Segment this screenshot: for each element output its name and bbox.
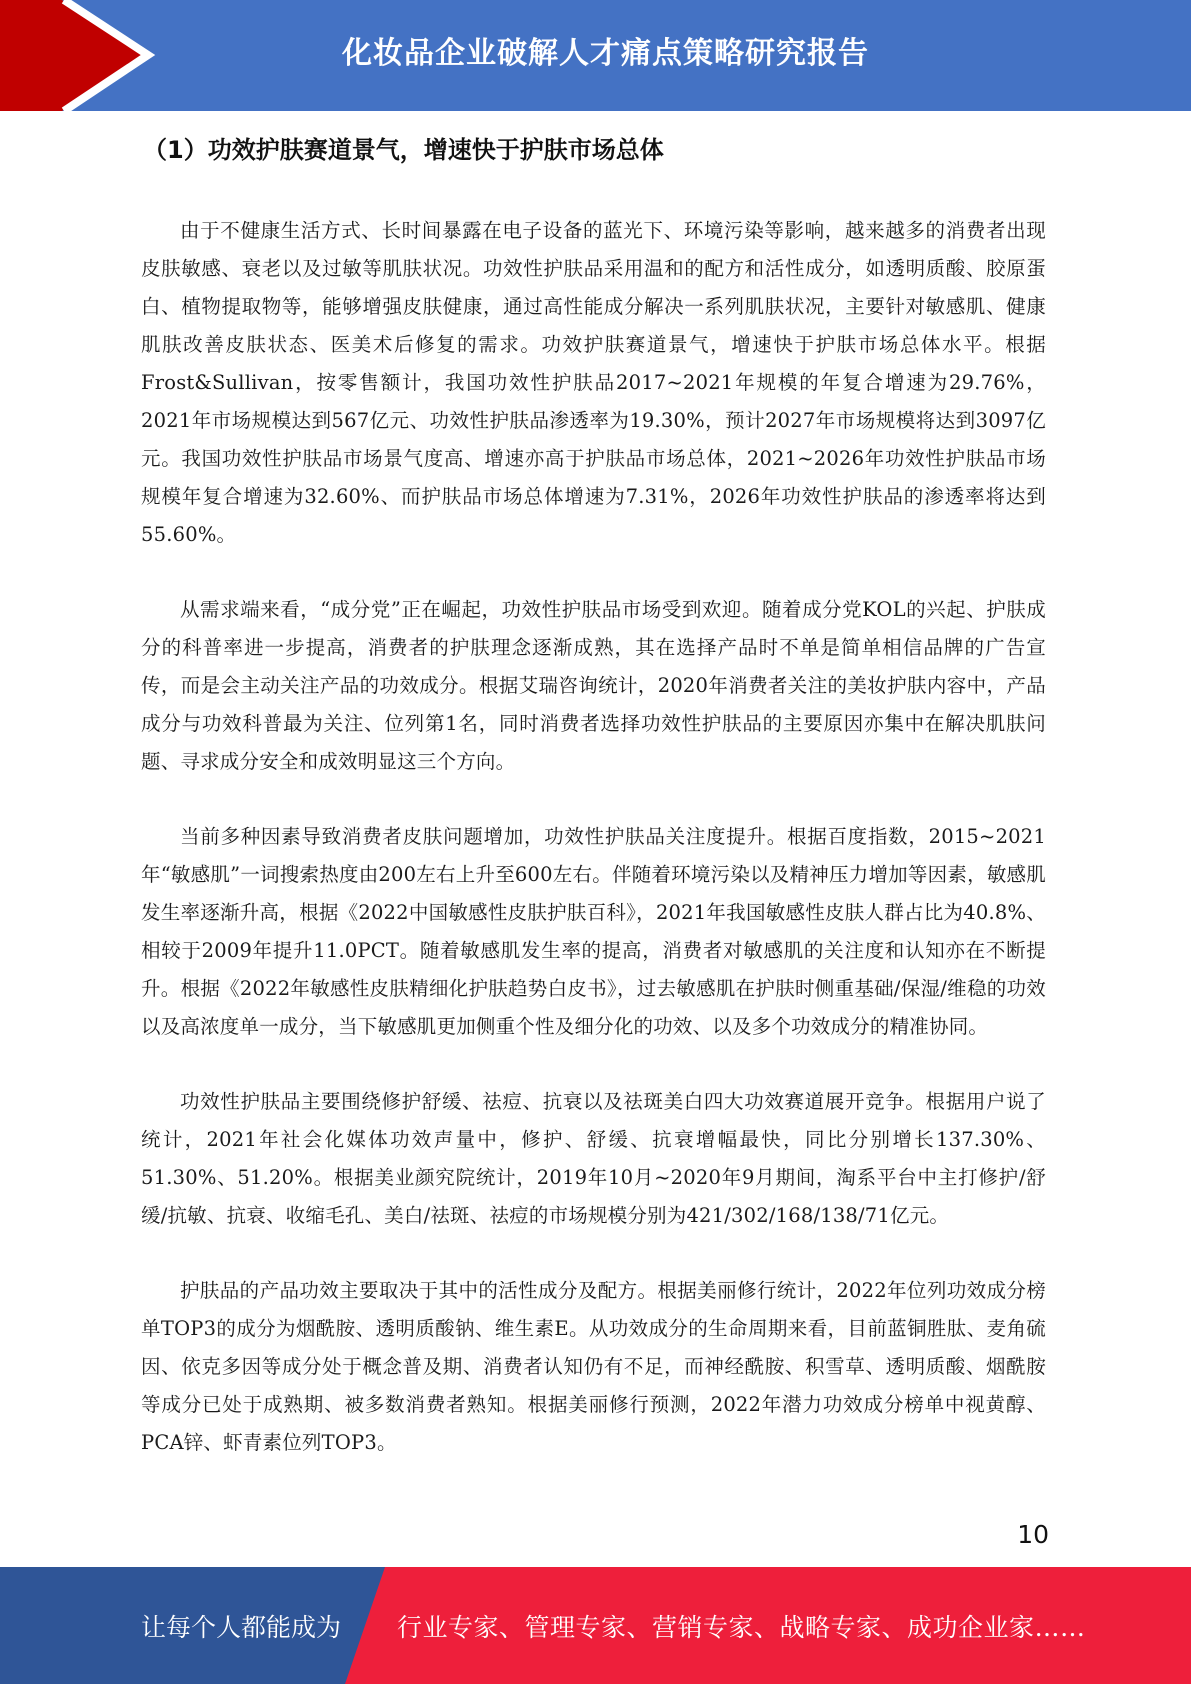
paragraph: 护肤品的产品功效主要取决于其中的活性成分及配方。根据美丽修行统计，2022年位列功效成分榜单TOP3的成分为烟酰胺、透明质酸钠、维生素E。从功效成分的生命周期来看，目前蓝铜胜肽、麦角硫因、依克多因等成分处于概念普及期、消费者认知仍有不足，而神经酰胺、积雪草、透明质酸、烟酰胺等成分已处于成熟期、被多数消费者熟知。根据美丽修行预测，2022年潜力功效成分榜单中视黄醇、PCA锌、虾青素位列TOP3。 — [141, 1279, 1046, 1454]
page-footer — [0, 1567, 1191, 1684]
footer-slogan-left: 让每个人都能成为 — [141, 1612, 342, 1642]
paragraph: 当前多种因素导致消费者皮肤问题增加，功效性护肤品关注度提升。根据百度指数，2015~2021年“敏感肌”一词搜索热度由200左右上升至600左右。伴随着环境污染以及精神压力增加等因素，敏感肌发生率逐渐升高，根据《2022中国敏感性皮肤护肤百科》，2021年我国敏感性皮肤人群占比为40.8%、相较于2009年提升11.0PCT。随着敏感肌发生率的提高，消费者对敏感肌的关注度和认知亦在不断提升。根据《2022年敏感性皮肤精细化护肤趋势白皮书》，过去敏感肌在护肤时侧重基础/保湿/维稳的功效以及高浓度单一成分，当下敏感肌更加侧重个性及细分化的功效、以及多个功效成分的精准协同。 — [141, 825, 1046, 1038]
footer-slogan-right: 行业专家、管理专家、营销专家、战略专家、成功企业家…… — [397, 1612, 1086, 1642]
page-header — [0, 0, 1191, 111]
section-heading: （1）功效护肤赛道景气，增速快于护肤市场总体 — [143, 136, 664, 164]
document-title: 化妆品企业破解人才痛点策略研究报告 — [342, 36, 869, 71]
body-content — [141, 212, 1046, 1499]
paragraph: 从需求端来看，“成分党”正在崛起，功效性护肤品市场受到欢迎。随着成分党KOL的兴起、护肤成分的科普率进一步提高，消费者的护肤理念逐渐成熟，其在选择产品时不单是简单相信品牌的广告宣传，而是会主动关注产品的功效成分。根据艾瑞咨询统计，2020年消费者关注的美妆护肤内容中，产品成分与功效科普最为关注、位列第1名，同时消费者选择功效性护肤品的主要原因亦集中在解决肌肤问题、寻求成分安全和成效明显这三个方向。 — [141, 598, 1046, 773]
page-number: 10 — [1017, 1520, 1049, 1549]
paragraph: 功效性护肤品主要围绕修护舒缓、祛痘、抗衰以及祛斑美白四大功效赛道展开竞争。根据用户说了统计，2021年社会化媒体功效声量中，修护、舒缓、抗衰增幅最快，同比分别增长137.30%、51.30%、51.20%。根据美业颜究院统计，2019年10月~2020年9月期间，淘系平台中主打修护/舒缓/抗敏、抗衰、收缩毛孔、美白/祛斑、祛痘的市场规模分别为421/302/168/138/71亿元。 — [141, 1090, 1046, 1227]
paragraph: 由于不健康生活方式、长时间暴露在电子设备的蓝光下、环境污染等影响，越来越多的消费者出现皮肤敏感、衰老以及过敏等肌肤状况。功效性护肤品采用温和的配方和活性成分，如透明质酸、胶原蛋白、植物提取物等，能够增强皮肤健康，通过高性能成分解决一系列肌肤状况，主要针对敏感肌、健康肌肤改善皮肤状态、医美术后修复的需求。功效护肤赛道景气，增速快于护肤市场总体水平。根据Frost&Sullivan，按零售额计，我国功效性护肤品2017~2021年规模的年复合增速为29.76%，2021年市场规模达到567亿元、功效性护肤品渗透率为19.30%，预计2027年市场规模将达到3097亿元。我国功效性护肤品市场景气度高、增速亦高于护肤品市场总体，2021~2026年功效性护肤品市场规模年复合增速为32.60%、而护肤品市场总体增速为7.31%，2026年功效性护肤品的渗透率将达到55.60%。 — [141, 219, 1046, 546]
